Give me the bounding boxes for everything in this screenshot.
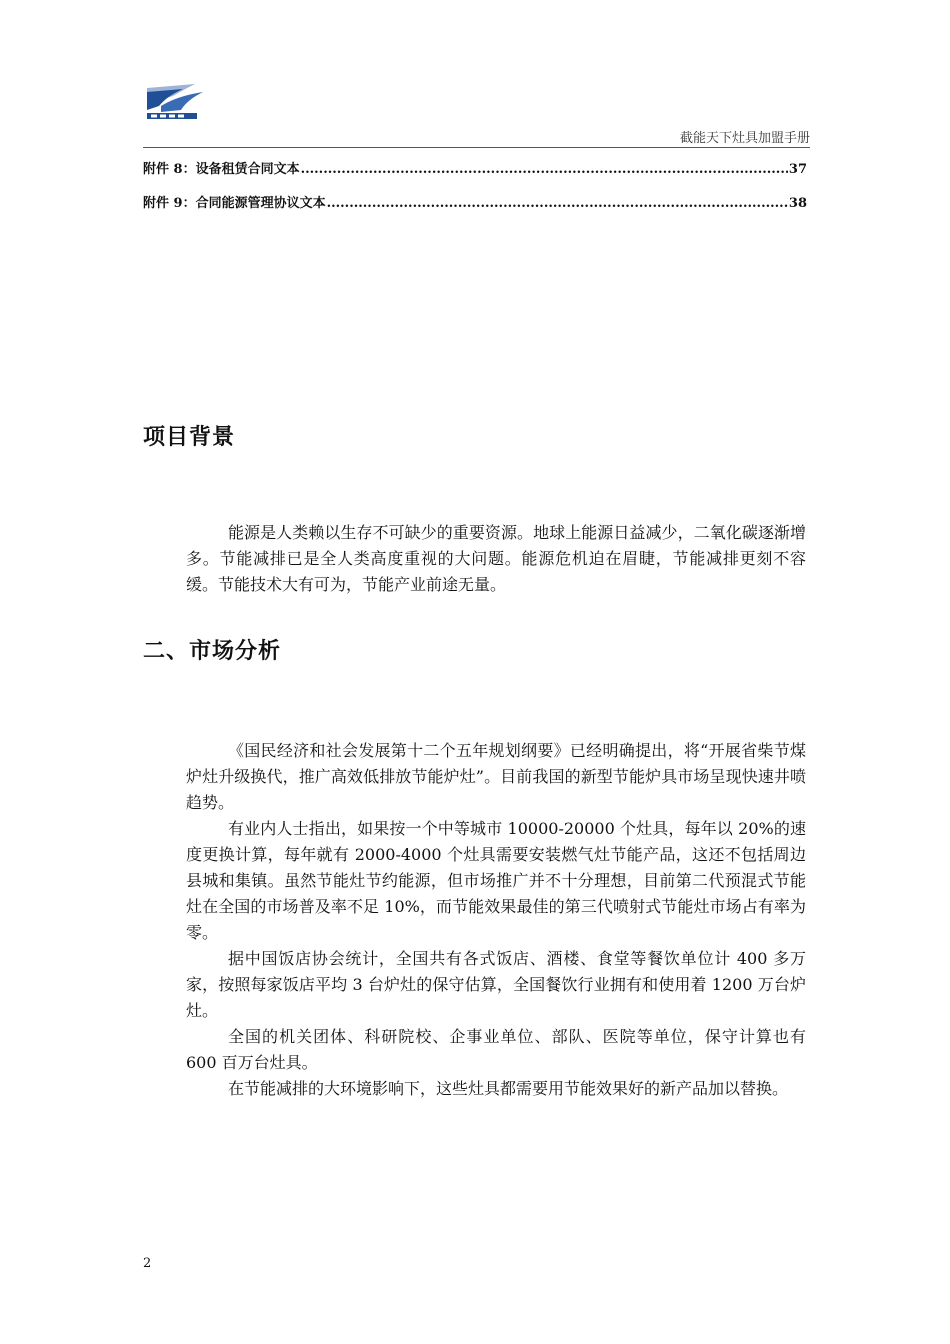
toc-entry-label: 附件 9：合同能源管理协议文本 — [143, 196, 326, 211]
body-paragraph: 《国民经济和社会发展第十二个五年规划纲要》已经明确提出，将“开展省柴节煤炉灶升级换代，推广高效低排放节能炉灶”。目前我国的新型节能炉具市场呈现快速井喷趋势。 — [186, 741, 806, 812]
section-heading-market-analysis: 二、市场分析 — [143, 638, 282, 664]
page-number: 2 — [143, 1256, 152, 1271]
toc-leader-dots — [327, 196, 788, 211]
section-body-market-analysis — [186, 738, 806, 1102]
body-paragraph: 全国的机关团体、科研院校、企事业单位、部队、医院等单位，保守计算也有 600 百万台灶具。 — [186, 1027, 806, 1072]
toc-leader-dots — [301, 162, 788, 177]
section-heading-project-background: 项目背景 — [143, 424, 236, 450]
table-of-contents — [143, 158, 807, 226]
toc-entry-page: 38 — [788, 196, 807, 211]
company-logo-icon — [143, 82, 205, 122]
toc-entry-label: 附件 8：设备租赁合同文本 — [143, 162, 300, 177]
body-paragraph: 在节能减排的大环境影响下，这些灶具都需要用节能效果好的新产品加以替换。 — [228, 1079, 789, 1098]
body-paragraph: 能源是人类赖以生存不可缺少的重要资源。地球上能源日益减少，二氧化碳逐渐增多。节能减排已是全人类高度重视的大问题。能源危机迫在眉睫，节能减排更刻不容缓。节能技术大有可为，节能产业前途无量。 — [186, 523, 806, 594]
header-title: 截能天下灶具加盟手册 — [679, 131, 810, 146]
toc-entry[interactable] — [143, 158, 807, 192]
body-paragraph: 有业内人士指出，如果按一个中等城市 10000-20000 个灶具，每年以 20%的速度更换计算，每年就有 2000-4000 个灶具需要安装燃气灶节能产品，这还不包括周边县城和集镇。虽然节能灶节约能源，但市场推广并不十分理想，目前第二代预混式节能灶在全国的市场普及率不足 10%，而节能效果最佳的第三代喷射式节能灶市场占有率为零。 — [186, 819, 806, 942]
toc-entry-page: 37 — [788, 162, 807, 177]
body-paragraph: 据中国饭店协会统计，全国共有各式饭店、酒楼、食堂等餐饮单位计 400 多万家，按照每家饭店平均 3 台炉灶的保守估算，全国餐饮行业拥有和使用着 1200 万台炉灶。 — [186, 949, 806, 1020]
section-body-project-background — [186, 520, 806, 598]
toc-entry[interactable] — [143, 192, 807, 226]
header-divider — [143, 147, 810, 148]
